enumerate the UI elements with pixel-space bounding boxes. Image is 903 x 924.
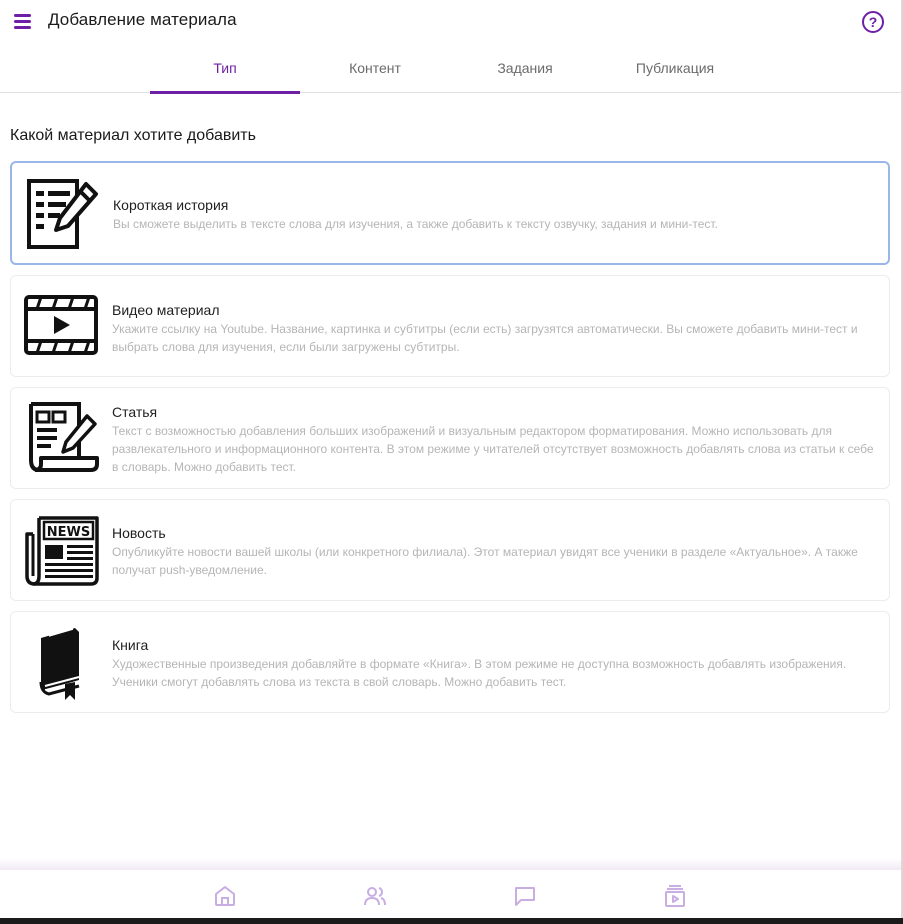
card-description: Художественные произведения добавляйте в формате «Книга». В этом режиме не доступна возможность добавлять изображения. Ученики смогут добавлять слова из текста в свой словарь. Можно добавить тест.	[112, 657, 847, 689]
bottom-nav-shadow	[0, 858, 901, 870]
help-icon[interactable]: ?	[862, 11, 884, 33]
news-icon-text: NEWS	[46, 525, 91, 540]
top-bar	[0, 0, 901, 44]
home-icon[interactable]	[213, 884, 237, 908]
card-description: Текст с возможностью добавления больших изображений и визуальным редактором форматирования. Можно использовать для развлекательного и информационного контента. В этом режиме у читателей отсутствует возможность добавлять слова из статьи к себе в словарь. Можно добавить тест.	[112, 424, 874, 474]
menu-icon[interactable]	[14, 12, 34, 30]
card-title: Книга	[112, 637, 149, 653]
video-icon	[23, 288, 99, 364]
material-card-short-story[interactable]	[10, 161, 890, 265]
card-title: Новость	[112, 525, 166, 541]
card-title: Статья	[112, 404, 158, 420]
article-icon	[23, 400, 99, 476]
bottom-nav	[0, 870, 901, 918]
card-title: Короткая история	[113, 197, 229, 213]
section-title: Какой материал хотите добавить	[10, 127, 256, 144]
system-bar	[0, 918, 903, 924]
tab-publication[interactable]: Публикация	[635, 60, 715, 76]
wizard-tabs	[0, 44, 901, 93]
news-icon	[23, 512, 99, 588]
short-story-icon	[24, 176, 100, 252]
chat-icon[interactable]	[513, 884, 537, 908]
page-title: Добавление материала	[48, 10, 237, 29]
material-card-news[interactable]	[10, 499, 890, 601]
users-icon[interactable]	[363, 884, 387, 908]
card-description: Вы сможете выделить в тексте слова для изучения, а также добавить к тексту озвучку, задания и мини-тест.	[113, 217, 718, 231]
card-description: Укажите ссылку на Youtube. Название, картинка и субтитры (если есть) загрузятся автоматически. Вы сможете добавить мини-тест и выбрать слова для изучения, если были загружены субтитры.	[112, 322, 858, 354]
material-card-article[interactable]	[10, 387, 890, 489]
media-library-icon[interactable]	[663, 884, 687, 908]
tab-type[interactable]: Тип	[150, 44, 300, 93]
tab-content[interactable]: Контент	[349, 60, 401, 76]
material-card-book[interactable]	[10, 611, 890, 713]
card-title: Видео материал	[112, 302, 220, 318]
card-description: Опубликуйте новости вашей школы (или конкретного филиала). Этот материал увидят все ученики в разделе «Актуальное». А также получат push-уведомление.	[112, 545, 858, 577]
tab-tasks[interactable]: Задания	[497, 60, 553, 76]
material-card-video[interactable]	[10, 275, 890, 377]
book-icon	[23, 624, 99, 700]
